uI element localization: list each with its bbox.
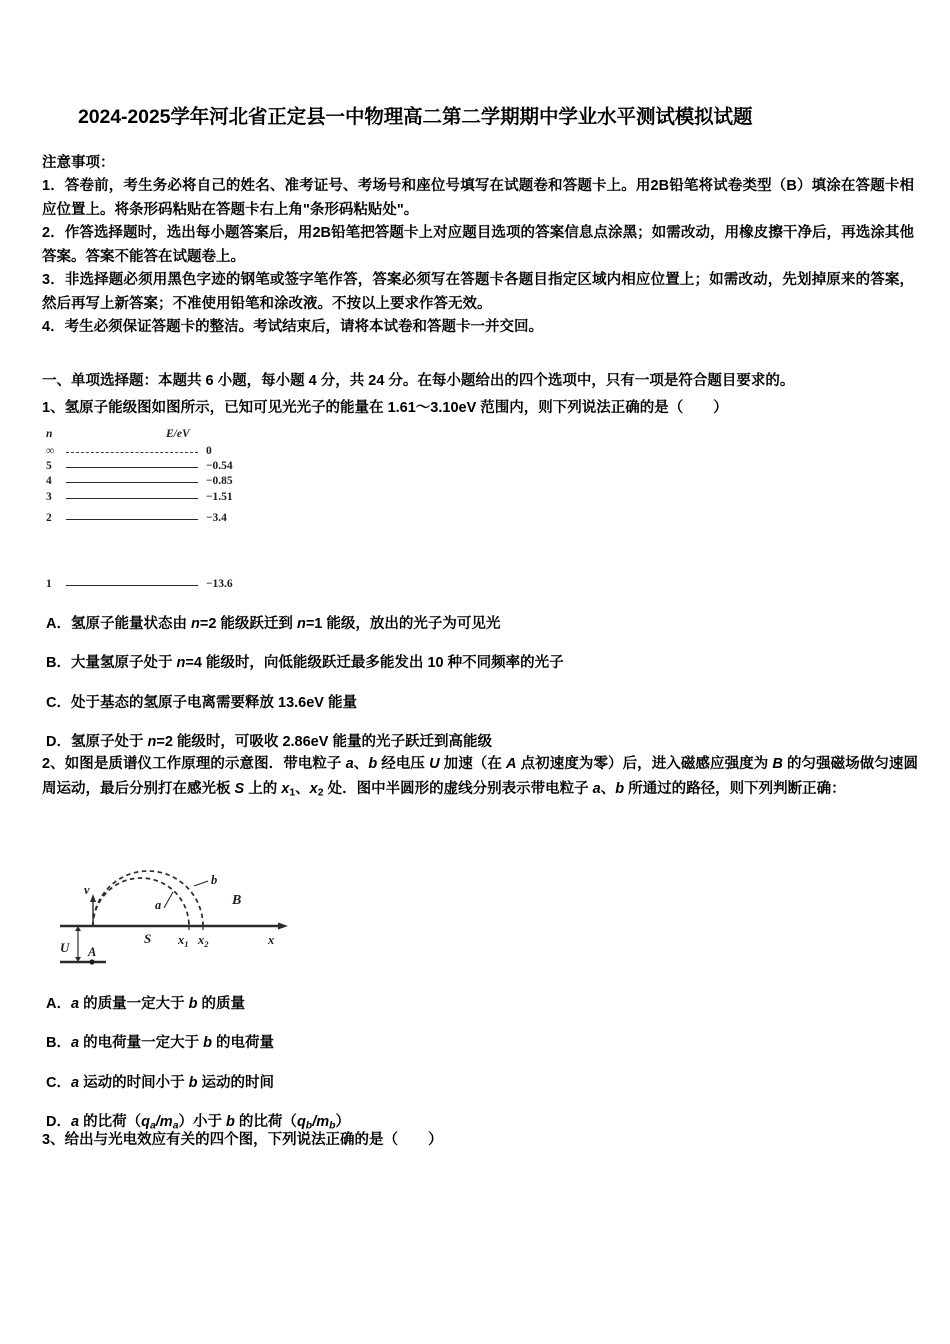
option-b-label: B． [46,655,71,672]
option-a-var-n1: n [191,616,200,632]
q2-option-c-text-1: 运动的时间小于 [79,1074,189,1091]
question-2-var-a2: a [592,781,601,798]
q2-option-c-label: C． [46,1074,71,1091]
question-2-var-pointa: A [506,756,517,772]
energy-level-label-2: 2 [46,512,52,524]
question-2-var-b1: b [368,756,378,772]
option-d-var-n: n [147,734,157,751]
q2-option-b-var-a: a [70,1035,80,1052]
q2-option-d-var-b: b [226,1114,235,1131]
q2-option-d-var-qb: q [296,1114,306,1131]
q2-option-a-label: A． [46,996,71,1012]
energy-level-label-3: 3 [46,491,52,503]
energy-level-label-5: 5 [46,460,52,472]
question-2-text-8: 、 [295,781,310,798]
question-2-text-10: 、 [600,781,616,798]
energy-level-value-3: −1.51 [206,491,233,503]
notice-item-1: 1．答卷前，考生务必将自己的姓名、准考证号、考场号和座位号填写在试题卷和答题卡上。用2B铅笔将试卷类型（B）填涂在答题卡相应位置上。将条形码粘贴在答题卡右上角"条形码粘贴处"。 [42,178,914,218]
q2-option-d-var-a: a [70,1114,80,1131]
option-d-label: D． [46,734,71,751]
option-a-label: A． [46,616,71,632]
q2-option-b-var-b: b [203,1035,212,1052]
energy-level-line-5 [66,467,198,468]
question-1-option-c[interactable] [46,695,906,712]
option-a-text-2: =2 能级跃迁到 [199,616,297,632]
notice-item-3: 3．非选择题必须用黑色字迹的钢笔或签字笔作答，答案必须写在答题卡各题目指定区域内相应位置上；如需改动，先划掉原来的答案，然后再写上新答案；不准使用铅笔和涂改液。不按以上要求作答无效。 [42,272,914,312]
option-b-text-1: 大量氢原子处于 [70,655,177,672]
q2-option-d-sub-mb: b [329,1120,336,1132]
q2-option-a-text-2: 的质量 [197,996,246,1012]
question-2-var-x1-sub: 1 [289,787,296,799]
q2-option-d-text-3: 的比荷（ [234,1114,297,1131]
mass-diagram-label-u: U [60,940,70,955]
q2-option-b-label: B． [46,1035,71,1052]
energy-level-label-inf: ∞ [46,445,55,457]
question-1-option-b[interactable] [46,655,906,672]
option-b-var-n: n [176,655,186,672]
q2-option-d-sub-qa: a [149,1120,156,1132]
question-2-var-x2: x [309,781,318,798]
mass-spectrometer-diagram [56,864,306,976]
question-2-text-11: 所通过的路径，则下列判断正确： [624,781,846,798]
question-3-stem [42,1128,918,1153]
q2-option-a-text-1: 的质量一定大于 [79,996,189,1012]
mass-diagram-label-x1: $x_1$ [178,933,189,949]
hydrogen-energy-level-diagram [46,428,286,603]
question-1-stem-text: 1、氢原子能级图如图所示，已知可见光光子的能量在 1.61～3.10eV 范围内，则下列说法正确的是（ [42,400,684,416]
energy-level-line-2 [66,519,198,520]
energy-level-value-4: −0.85 [206,475,233,487]
energy-level-value-1: −13.6 [206,578,233,590]
q2-option-d-text-4: ） [335,1114,351,1131]
mass-diagram-label-x-axis: x [268,933,275,947]
q2-option-d-var-mb: m [316,1114,330,1131]
energy-diagram-e-axis-label: E/eV [166,428,190,440]
question-2-var-a1: a [345,756,354,772]
notice-item-2: 2．作答选择题时，选出每小题答案后，用2B铅笔把答题卡上对应题目选项的答案信息点涂黑；如需改动，用橡皮擦干净后，再选涂其他答案。答案不能答在试题卷上。 [42,225,914,265]
question-2-var-x2-sub: 2 [317,787,324,799]
question-2-var-x1: x [281,781,290,798]
question-2-var-u: U [429,756,440,772]
q2-option-b-text-2: 的电荷量 [211,1035,275,1052]
energy-level-line-1 [66,585,198,586]
q2-option-a-var-a: a [70,996,80,1012]
question-2-text-3: 经电压 [377,756,430,772]
question-3-text: 3、给出与光电效应有关的四个图，下列说法正确的是（ [42,1132,399,1148]
energy-level-line-inf [66,452,198,453]
question-2-option-a[interactable] [46,996,906,1013]
option-d-text-2: =2 能级时，可吸收 2.86eV 能量的光子跃迁到高能级 [156,734,492,751]
question-2-stem [42,752,918,803]
question-2-text-6: 的匀强磁场做匀速圆周运动，最后分别打在感光板 [42,756,919,798]
q2-option-d-text-2: ）小于 [178,1114,227,1131]
question-2-text-1: 2、如图是质谱仪工作原理的示意图．带电粒子 [42,756,346,772]
notice-heading: 注意事项： [42,155,115,171]
question-1-stem-close: ） [713,400,728,416]
question-2-option-b[interactable] [46,1035,906,1052]
question-3-close: ） [428,1132,443,1148]
mass-diagram-label-bfield: B [232,893,242,908]
option-a-text-1: 氢原子能量状态由 [70,616,192,632]
notice-item-4: 4．考生必须保证答题卡的整洁。考试结束后，请将本试卷和答题卡一并交回。 [42,319,544,336]
question-2-text-2: 、 [353,756,369,772]
mass-diagram-label-a-point: A [88,945,97,959]
q2-option-d-var-qa: q [141,1114,150,1131]
question-2-var-b2: b [615,781,625,798]
question-2-var-s: S [234,781,245,798]
q2-option-d-label: D． [46,1114,71,1131]
option-c-text: 处于基态的氢原子电离需要释放 13.6eV 能量 [70,694,357,711]
q2-option-c-var-b: b [188,1074,198,1091]
option-d-text-1: 氢原子处于 [70,734,148,751]
energy-level-line-3 [66,498,198,499]
question-2-var-bfield: B [772,756,783,772]
q2-option-d-sub-qb: b [305,1120,313,1132]
mass-diagram-label-particle-b: b [211,873,218,887]
q2-option-c-text-2: 运动的时间 [197,1074,275,1091]
mass-diagram-label-particle-a: a [155,898,162,912]
q2-option-d-slash-1: / [155,1114,160,1131]
question-1-option-a[interactable] [46,616,906,633]
notice-section [42,152,914,340]
mass-diagram-label-v: v [84,883,90,897]
q2-option-a-var-b: b [188,996,198,1012]
energy-level-label-4: 4 [46,475,52,487]
option-b-text-2: =4 能级时，向低能级跃迁最多能发出 10 种不同频率的光子 [185,655,564,672]
option-c-label: C． [46,694,71,711]
question-2-option-c[interactable] [46,1075,906,1092]
energy-level-value-5: −0.54 [206,460,233,472]
question-2-text-9: 处．图中半圆形的虚线分别表示带电粒子 [323,781,593,798]
question-2-text-4: 加速（在 [439,756,507,772]
q2-option-d-text-1: 的比荷（ [79,1114,142,1131]
question-1-option-d[interactable] [46,734,906,751]
energy-level-line-4 [66,482,198,483]
q2-option-d-slash-2: / [312,1114,317,1131]
energy-level-value-2: −3.4 [206,512,227,524]
question-1-stem [42,396,918,421]
q2-option-d-var-ma: m [159,1114,173,1131]
mass-diagram-label-s: S [144,931,152,946]
energy-diagram-n-axis-label: n [46,428,53,440]
question-2-text-5: 点初速度为零）后，进入磁感应强度为 [516,756,773,772]
q2-option-d-sub-ma: a [172,1120,179,1132]
energy-level-value-inf: 0 [206,445,212,457]
section-header-multiple-choice: 一、单项选择题：本题共 6 小题，每小题 4 分，共 24 分。在每小题给出的四个选项中，只有一项是符合题目要求的。 [42,373,795,389]
option-a-var-n2: n [296,616,306,632]
q2-option-b-text-1: 的电荷量一定大于 [79,1035,204,1052]
mass-diagram-label-x2: $x_2$ [198,933,209,949]
question-2-text-7: 上的 [244,781,282,798]
q2-option-c-var-a: a [70,1074,80,1091]
option-a-text-3: =1 能级，放出的光子为可见光 [305,616,501,632]
energy-level-label-1: 1 [46,578,52,590]
question-1-options [46,616,906,774]
page-title: 2024-2025学年河北省正定县一中物理高二第二学期期中学业水平测试模拟试题 [78,106,753,128]
